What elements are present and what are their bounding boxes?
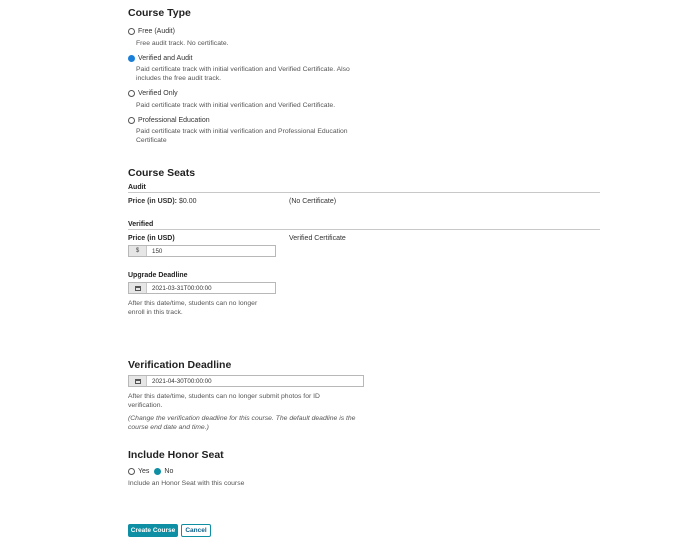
audit-price xyxy=(128,197,197,206)
dollar-sign-addon: $ xyxy=(129,246,147,256)
free-audit-description: Free audit track. No certificate. xyxy=(136,40,229,47)
course-seats-heading: Course Seats xyxy=(128,167,196,179)
radio-honor-yes-label: Yes xyxy=(138,468,150,475)
professional-education-description-line1: Paid certificate track with initial verification and Professional Education xyxy=(136,128,348,135)
audit-price-value: $0.00 xyxy=(178,198,197,205)
verification-deadline-value: 2021-04-30T00:00:00 xyxy=(152,377,212,385)
audit-price-label: Price (in USD): xyxy=(128,198,178,205)
create-course-button[interactable]: Create Course xyxy=(128,524,178,537)
verified-and-audit-description-line1: Paid certificate track with initial verification and Verified Certificate. Also xyxy=(136,66,350,73)
verified-certificate: Verified Certificate xyxy=(289,235,346,242)
radio-professional-education-label: Professional Education xyxy=(138,117,210,124)
verification-help-line2: verification. xyxy=(128,402,163,409)
verification-note-line1: (Change the verification deadline for this course. The default deadline is the xyxy=(128,415,356,422)
cancel-button[interactable]: Cancel xyxy=(181,524,211,537)
calendar-icon xyxy=(135,286,141,291)
audit-certificate: (No Certificate) xyxy=(289,198,337,205)
audit-divider xyxy=(128,192,600,193)
radio-verified-only-label: Verified Only xyxy=(138,90,178,97)
honor-seat-heading: Include Honor Seat xyxy=(128,449,224,461)
verified-heading: Verified xyxy=(128,221,154,228)
calendar-icon xyxy=(135,379,141,384)
verification-deadline-input[interactable] xyxy=(128,375,364,387)
upgrade-help-line2: enroll in this track. xyxy=(128,309,183,316)
radio-free-audit[interactable] xyxy=(128,27,175,36)
honor-seat-help: Include an Honor Seat with this course xyxy=(128,480,245,487)
upgrade-deadline-input[interactable] xyxy=(128,282,276,294)
verification-help-line1: After this date/time, students can no longer submit photos for ID xyxy=(128,393,320,400)
verification-deadline-heading: Verification Deadline xyxy=(128,359,232,371)
calendar-addon[interactable] xyxy=(129,283,147,293)
honor-seat-options xyxy=(128,467,173,476)
upgrade-deadline-label: Upgrade Deadline xyxy=(128,272,188,279)
professional-education-description-line2: Certificate xyxy=(136,137,167,144)
radio-honor-yes[interactable] xyxy=(128,468,135,475)
radio-professional-education[interactable] xyxy=(128,116,210,125)
verified-only-description: Paid certificate track with initial verification and Verified Certificate. xyxy=(136,102,336,109)
radio-professional-education-circle[interactable] xyxy=(128,117,135,124)
verified-price-label: Price (in USD) xyxy=(128,235,175,242)
upgrade-deadline-value: 2021-03-31T00:00:00 xyxy=(152,284,212,292)
verification-note-line2: course end date and time.) xyxy=(128,424,209,431)
audit-heading: Audit xyxy=(128,184,146,191)
upgrade-help-line1: After this date/time, students can no longer xyxy=(128,300,258,307)
calendar-addon[interactable] xyxy=(129,376,147,386)
verified-price-input[interactable] xyxy=(128,245,276,257)
radio-verified-and-audit-circle[interactable] xyxy=(128,55,135,62)
radio-free-audit-circle[interactable] xyxy=(128,28,135,35)
verified-and-audit-description-line2: includes the free audit track. xyxy=(136,75,222,82)
radio-verified-only[interactable] xyxy=(128,89,178,98)
radio-verified-only-circle[interactable] xyxy=(128,90,135,97)
radio-free-audit-label: Free (Audit) xyxy=(138,28,175,35)
radio-honor-no-label: No xyxy=(164,468,174,475)
verified-divider xyxy=(128,229,600,230)
radio-honor-no[interactable] xyxy=(154,468,161,475)
radio-verified-and-audit[interactable] xyxy=(128,54,193,63)
radio-verified-and-audit-label: Verified and Audit xyxy=(138,55,193,62)
verified-price-value: 150 xyxy=(152,247,163,255)
course-type-heading: Course Type xyxy=(128,7,191,19)
